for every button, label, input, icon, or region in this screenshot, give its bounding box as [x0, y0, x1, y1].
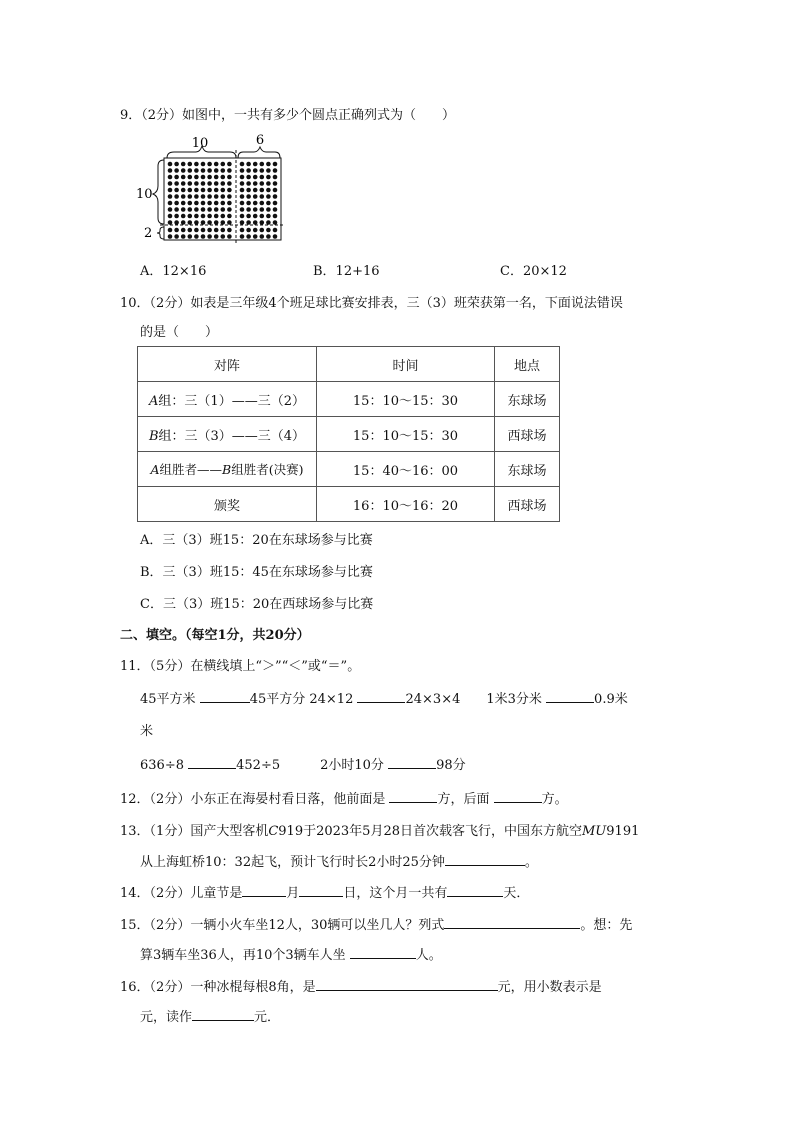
dot	[253, 175, 258, 180]
dot	[253, 194, 258, 199]
dot	[266, 201, 271, 206]
dot	[246, 214, 251, 219]
dot	[266, 207, 271, 212]
dot	[240, 194, 245, 199]
dot	[201, 201, 206, 206]
answer-blank[interactable]	[188, 756, 236, 769]
dot	[227, 228, 232, 233]
dot	[260, 175, 265, 180]
dot	[260, 194, 265, 199]
q12: 12．（2分）小东正在海晏村看日落，他前面是 方，后面 方。	[120, 792, 568, 807]
dot	[221, 181, 226, 186]
dot	[207, 201, 212, 206]
dot	[266, 175, 271, 180]
dot	[194, 168, 199, 173]
dot	[227, 220, 232, 225]
dot	[214, 234, 219, 239]
dot	[273, 214, 278, 219]
dot	[188, 214, 193, 219]
dot	[168, 162, 173, 167]
dot	[221, 234, 226, 239]
dot	[188, 175, 193, 180]
answer-blank[interactable]	[444, 916, 580, 929]
answer-blank[interactable]	[316, 978, 498, 991]
dot	[181, 228, 186, 233]
dot	[188, 194, 193, 199]
dot	[273, 234, 278, 239]
table-cell-time: 16：10～16：20	[317, 487, 495, 522]
dot	[221, 188, 226, 193]
dot	[246, 181, 251, 186]
dot	[207, 194, 212, 199]
dot	[188, 168, 193, 173]
dot	[240, 234, 245, 239]
dot	[214, 194, 219, 199]
dot	[273, 175, 278, 180]
dot	[240, 214, 245, 219]
table-cell-place: 西球场	[495, 417, 560, 452]
dot	[246, 220, 251, 225]
dot	[246, 188, 251, 193]
dot	[246, 162, 251, 167]
dot	[207, 220, 212, 225]
dot	[168, 201, 173, 206]
dot	[273, 228, 278, 233]
q9-label-top-6: 6	[255, 133, 265, 148]
dot	[260, 214, 265, 219]
dot	[253, 220, 258, 225]
dot	[240, 168, 245, 173]
dot	[221, 220, 226, 225]
q11-line1-wrap: 米	[140, 724, 154, 739]
dot	[168, 181, 173, 186]
table-cell-place: 西球场	[495, 487, 560, 522]
answer-blank[interactable]	[494, 790, 542, 803]
q9-option-c[interactable]: C．20×12	[500, 264, 567, 279]
dot	[207, 228, 212, 233]
dot	[227, 214, 232, 219]
dot	[181, 220, 186, 225]
dot	[260, 181, 265, 186]
dot	[266, 228, 271, 233]
dot	[194, 181, 199, 186]
dot	[221, 168, 226, 173]
q10-option-a[interactable]: A．三（3）班15：20在东球场参与比赛	[140, 533, 373, 548]
dot	[207, 214, 212, 219]
dot	[194, 234, 199, 239]
dot	[201, 175, 206, 180]
dot	[221, 214, 226, 219]
dot	[260, 234, 265, 239]
q13-line1: 13．（1分）国产大型客机C919于2023年5月28日首次载客飞行，中国东方航空MU9191	[120, 824, 640, 839]
dot	[227, 188, 232, 193]
dot	[201, 220, 206, 225]
dot	[194, 188, 199, 193]
dot	[207, 168, 212, 173]
dot	[194, 194, 199, 199]
dot	[260, 162, 265, 167]
dot	[168, 228, 173, 233]
dot	[188, 220, 193, 225]
dot	[194, 214, 199, 219]
q11-line1: 45平方米 45平方分 24×12 24×3×4 1米3分米 0.9米	[140, 692, 628, 707]
dot	[207, 207, 212, 212]
dot	[201, 162, 206, 167]
dot	[253, 207, 258, 212]
dot	[260, 168, 265, 173]
q9-dot-grid	[168, 162, 278, 239]
table-header: 对阵	[138, 347, 317, 382]
dot	[194, 175, 199, 180]
table-cell-time: 15：10～15：30	[317, 417, 495, 452]
dot	[221, 201, 226, 206]
dot	[240, 228, 245, 233]
section-title: 二、填空。（每空1分，共20分）	[120, 628, 310, 643]
answer-blank[interactable]	[445, 853, 525, 866]
table-cell-match: B组：三（3）——三（4）	[138, 417, 317, 452]
dot	[246, 175, 251, 180]
dot	[273, 168, 278, 173]
dot	[194, 220, 199, 225]
dot	[273, 207, 278, 212]
dot	[253, 168, 258, 173]
dot	[253, 214, 258, 219]
table-cell-time: 15：40～16：00	[317, 452, 495, 487]
dot	[227, 194, 232, 199]
dot	[207, 181, 212, 186]
q10-option-b[interactable]: B．三（3）班15：45在东球场参与比赛	[140, 565, 373, 580]
dot	[207, 162, 212, 167]
dot	[227, 234, 232, 239]
dot	[207, 234, 212, 239]
dot	[253, 181, 258, 186]
table-cell-place: 东球场	[495, 382, 560, 417]
dot	[174, 162, 179, 167]
answer-blank[interactable]	[192, 1008, 254, 1021]
dot	[221, 162, 226, 167]
q9-label-top-10: 10	[191, 136, 209, 151]
table-cell-match: A组胜者——B组胜者(决赛)	[138, 452, 317, 487]
dot	[240, 175, 245, 180]
answer-blank[interactable]	[200, 690, 250, 703]
dot	[273, 194, 278, 199]
dot	[201, 194, 206, 199]
dot	[240, 207, 245, 212]
dot	[181, 201, 186, 206]
dot	[214, 181, 219, 186]
schedule-table	[137, 346, 560, 522]
dot	[214, 228, 219, 233]
dot	[181, 181, 186, 186]
dot	[201, 188, 206, 193]
dot	[188, 181, 193, 186]
dot	[201, 168, 206, 173]
q10-stem-line1: 10．（2分）如表是三年级4个班足球比赛安排表，三（3）班荣获第一名，下面说法错误	[120, 296, 623, 311]
dot	[174, 234, 179, 239]
dot	[174, 207, 179, 212]
dot	[201, 207, 206, 212]
q15-line1: 15．（2分）一辆小火车坐12人，30辆可以坐几人？列式 。想：先	[120, 918, 633, 933]
dot	[174, 214, 179, 219]
dot	[260, 201, 265, 206]
dot	[188, 234, 193, 239]
dot	[253, 188, 258, 193]
dot	[201, 181, 206, 186]
dot	[194, 162, 199, 167]
dot	[181, 207, 186, 212]
dot	[201, 228, 206, 233]
dot	[174, 168, 179, 173]
dot	[201, 234, 206, 239]
dot	[214, 175, 219, 180]
dot	[188, 201, 193, 206]
dot	[214, 162, 219, 167]
dot	[240, 220, 245, 225]
dot	[181, 168, 186, 173]
dot	[181, 214, 186, 219]
dot	[266, 181, 271, 186]
dot	[214, 214, 219, 219]
dot	[246, 168, 251, 173]
table-header-row	[138, 347, 560, 382]
dot	[273, 220, 278, 225]
dot	[227, 168, 232, 173]
dot	[214, 168, 219, 173]
dot	[240, 162, 245, 167]
dot	[181, 175, 186, 180]
dot	[168, 234, 173, 239]
dot	[168, 194, 173, 199]
dot	[253, 201, 258, 206]
q11-stem: 11．（5分）在横线填上“＞”“＜”或“＝”。	[120, 659, 361, 674]
table-cell-match: A组：三（1）——三（2）	[138, 382, 317, 417]
dot	[221, 207, 226, 212]
dot	[174, 175, 179, 180]
table-cell-place: 东球场	[495, 452, 560, 487]
dot	[174, 228, 179, 233]
dot	[188, 162, 193, 167]
dot	[273, 181, 278, 186]
dot	[266, 194, 271, 199]
dot	[168, 188, 173, 193]
answer-blank[interactable]	[388, 756, 436, 769]
dot	[188, 188, 193, 193]
q16-line2: 元，读作 元．	[140, 1010, 281, 1025]
q16-line1: 16．（2分）一种冰棍每根8角，是 元，用小数表示是	[120, 980, 602, 995]
dot	[201, 214, 206, 219]
dot	[260, 207, 265, 212]
dot	[174, 220, 179, 225]
q9-label-left-2: 2	[144, 226, 153, 241]
dot	[207, 188, 212, 193]
dot	[253, 162, 258, 167]
dot	[174, 194, 179, 199]
dot	[240, 188, 245, 193]
dot	[246, 201, 251, 206]
q9-option-a[interactable]: A．12×16	[140, 264, 207, 279]
q14: 14．（2分）儿童节是 月 日，这个月一共有 天．	[120, 886, 530, 901]
dot	[174, 181, 179, 186]
table-header: 时间	[317, 347, 495, 382]
q9-stem: 9．（2分）如图中，一共有多少个圆点正确列式为（ ）	[120, 108, 456, 123]
table-cell-time: 15：10～15：30	[317, 382, 495, 417]
dot	[181, 188, 186, 193]
dot	[260, 228, 265, 233]
dot	[246, 228, 251, 233]
q13-line2: 从上海虹桥10：32起飞，预计飞行时长2小时25分钟 。	[140, 855, 538, 870]
dot	[246, 207, 251, 212]
dot	[227, 201, 232, 206]
dot	[266, 234, 271, 239]
dot	[266, 168, 271, 173]
dot	[174, 201, 179, 206]
dot	[227, 162, 232, 167]
table-row	[138, 382, 560, 417]
dot	[194, 228, 199, 233]
q9-label-left-10: 10	[136, 187, 153, 202]
dot	[266, 214, 271, 219]
dot	[273, 201, 278, 206]
answer-blank[interactable]	[242, 884, 286, 897]
dot	[221, 194, 226, 199]
dot	[168, 207, 173, 212]
dot	[260, 220, 265, 225]
dot	[188, 207, 193, 212]
answer-blank[interactable]	[357, 690, 405, 703]
dot	[227, 181, 232, 186]
q11-line3: 636÷8 452÷5 2小时10分 98分	[140, 758, 466, 773]
dot	[214, 201, 219, 206]
dot	[181, 162, 186, 167]
dot	[253, 228, 258, 233]
q9-dot-figure	[130, 130, 300, 248]
dot	[240, 201, 245, 206]
dot	[168, 214, 173, 219]
dot	[266, 220, 271, 225]
dot	[194, 207, 199, 212]
answer-blank[interactable]	[350, 946, 416, 959]
dot	[227, 207, 232, 212]
dot	[273, 188, 278, 193]
dot	[214, 188, 219, 193]
answer-blank[interactable]	[389, 790, 437, 803]
dot	[240, 181, 245, 186]
dot	[207, 175, 212, 180]
dot	[181, 234, 186, 239]
dot	[168, 220, 173, 225]
answer-blank[interactable]	[546, 690, 594, 703]
dot	[266, 162, 271, 167]
dot	[253, 234, 258, 239]
dot	[221, 175, 226, 180]
dot	[273, 162, 278, 167]
dot	[194, 201, 199, 206]
dot	[221, 228, 226, 233]
q10-option-c[interactable]: C．三（3）班15：20在西球场参与比赛	[140, 597, 374, 612]
dot	[168, 168, 173, 173]
dot	[188, 228, 193, 233]
answer-blank[interactable]	[447, 884, 503, 897]
dot	[246, 194, 251, 199]
table-cell-match: 颁奖	[138, 487, 317, 522]
dot	[181, 194, 186, 199]
dot	[214, 207, 219, 212]
dot	[246, 234, 251, 239]
table-row	[138, 452, 560, 487]
table-header: 地点	[495, 347, 560, 382]
dot	[266, 188, 271, 193]
dot	[174, 188, 179, 193]
q10-stem-line2: 的是（ ）	[140, 325, 219, 340]
answer-blank[interactable]	[299, 884, 343, 897]
table-row	[138, 487, 560, 522]
dot	[214, 220, 219, 225]
q15-line2: 算3辆车坐36人，再10个3辆车人坐 人。	[140, 948, 442, 963]
table-row	[138, 417, 560, 452]
dot	[168, 175, 173, 180]
dot	[260, 188, 265, 193]
q9-option-b[interactable]: B．12+16	[313, 264, 380, 279]
dot	[227, 175, 232, 180]
